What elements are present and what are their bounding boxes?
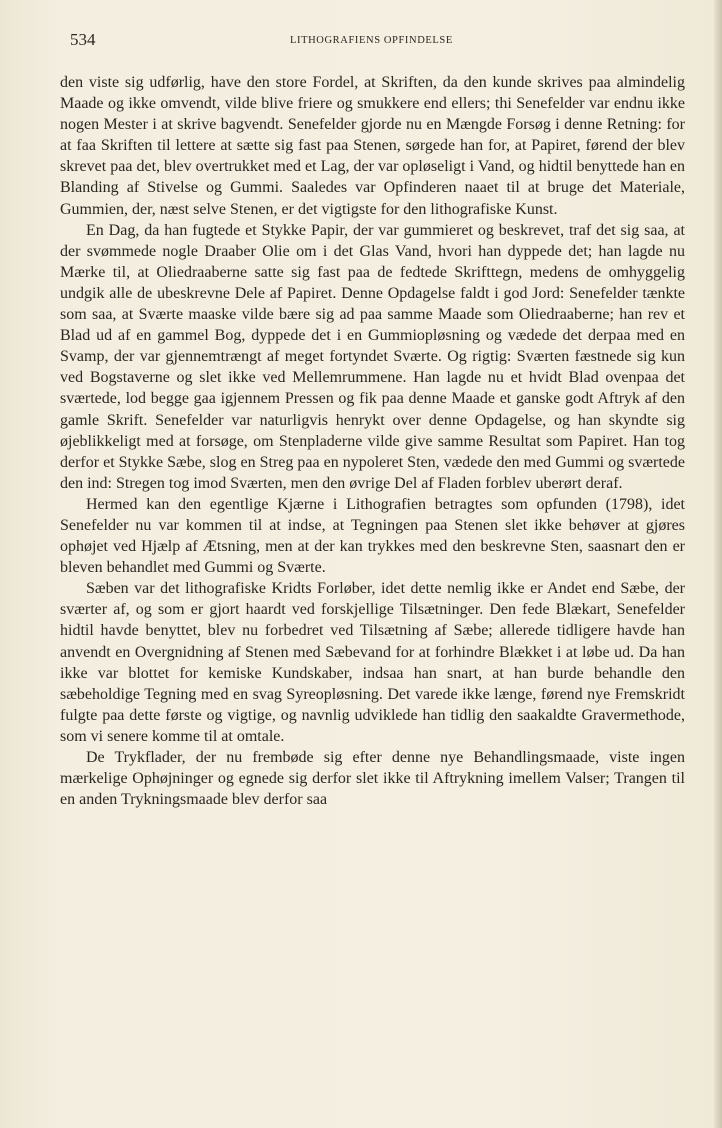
page-number: 534 <box>70 30 96 49</box>
running-head: LITHOGRAFIENS OPFINDELSE <box>290 35 453 46</box>
paragraph-5: De Trykflader, der nu frembøde sig efter denne nye Behandlingsmaade, viste ingen mærkelige Ophøjninger og egnede sig derfor slet ikke til Aftrykning imellem Valser; Trangen til en anden Trykningsmaade blev derfor saa <box>60 749 685 809</box>
page-header <box>70 30 700 54</box>
paragraph-2: En Dag, da han fugtede et Stykke Papir, der var gummieret og beskrevet, traf det sig saa, at der svømmede nogle Draaber Olie om i det Glas Vand, hvori han dyppede det; han lagde nu Mærke til, at Oliedraaberne satte sig fast paa de fedtede Skrifttegn, medens de omhyggelig undgik alle de ubeskrevne Dele af Papiret. Denne Opdagelse faldt i god Jord: Senefelder tænkte som saa, at Sværte maaske vilde bære sig ad paa samme Maade som Oliedraaberne; han rev et Blad ud af en gammel Bog, dyppede det i en Gummiopløsning og vædede det derpaa med en Svamp, der var gjennemtrængt af meget fortyndet Sværte. Og rigtig: Sværten fæstnede sig kun ved Bogstaverne og slet ikke ved Mellemrummene. Han lagde nu et hvidt Blad ovenpaa det sværtede, lod begge gaa igjennem Pressen og fik paa denne Maade et ganske godt Aftryk af den gamle Skrift. Senefelder var naturligvis henrykt over denne Opdagelse, og han skyndte sig øjeblikkeligt med at forsøge, om Stenpladerne vilde give samme Resultat som Papiret. Han tog derfor et Stykke Sæbe, slog en Streg paa en nypoleret Sten, vædede den med Gummi og sværtede den ind: Stregen tog imod Sværten, men den øvrige Del af Fladen forblev uberørt deraf. <box>60 221 685 492</box>
page-edge <box>714 0 722 1128</box>
paragraph-3: Hermed kan den egentlige Kjærne i Lithografien betragtes som opfunden (1798), idet Senefelder nu var kommen til at indse, at Tegningen paa Stenen slet ikke behøver at gjøres ophøjet ved Hjælp af Ætsning, men at der kan trykkes med den beskrevne Sten, saasnart den er bleven behandlet med Gummi og Sværte. <box>60 495 685 577</box>
paragraph-1: den viste sig udførlig, have den store Fordel, at Skriften, da den kunde skrives paa almindelig Maade og ikke omvendt, vilde blive friere og smukkere end ellers; thi Senefelder var endnu ikke nogen Mester i at skrive bagvendt. Senefelder gjorde nu en Mængde Forsøg i denne Retning: for at faa Skriften til lettere at sætte sig fast paa Stenen, sørgede han for, at Papiret, førend der blev skrevet paa det, blev overtrukket med et Lag, der var opløseligt i Vand, og hidtil benyttede han en Blanding af Stivelse og Gummi. Saaledes var Opfinderen naaet til at bruge det Materiale, Gummien, der, næst selve Stenen, er det vigtigste for den lithografiske Kunst. <box>60 74 685 218</box>
body-text <box>60 72 685 810</box>
paragraph-4: Sæben var det lithografiske Kridts Forløber, idet dette nemlig ikke er Andet end Sæbe, der sværter af, og som er gjort haardt ved forskjellige Tilsætninger. Den fede Blækart, Senefelder hidtil havde benyttet, blev nu forbedret ved Tilsætning af Sæbe; allerede tidligere havde han anvendt en Overgnidning af Stenen med Sæbevand for at forhindre Blækket i at løbe ud. Da han ikke var blottet for kemiske Kundskaber, indsaa han snart, at han burde behandle den sæbeholdige Tegning med en svag Syreopløsning. Det varede ikke længe, førend nye Fremskridt fulgte paa dette første og vigtige, og navnlig udviklede han tidlig den saakaldte Gravermethode, som vi senere komme til at omtale. <box>60 580 685 745</box>
